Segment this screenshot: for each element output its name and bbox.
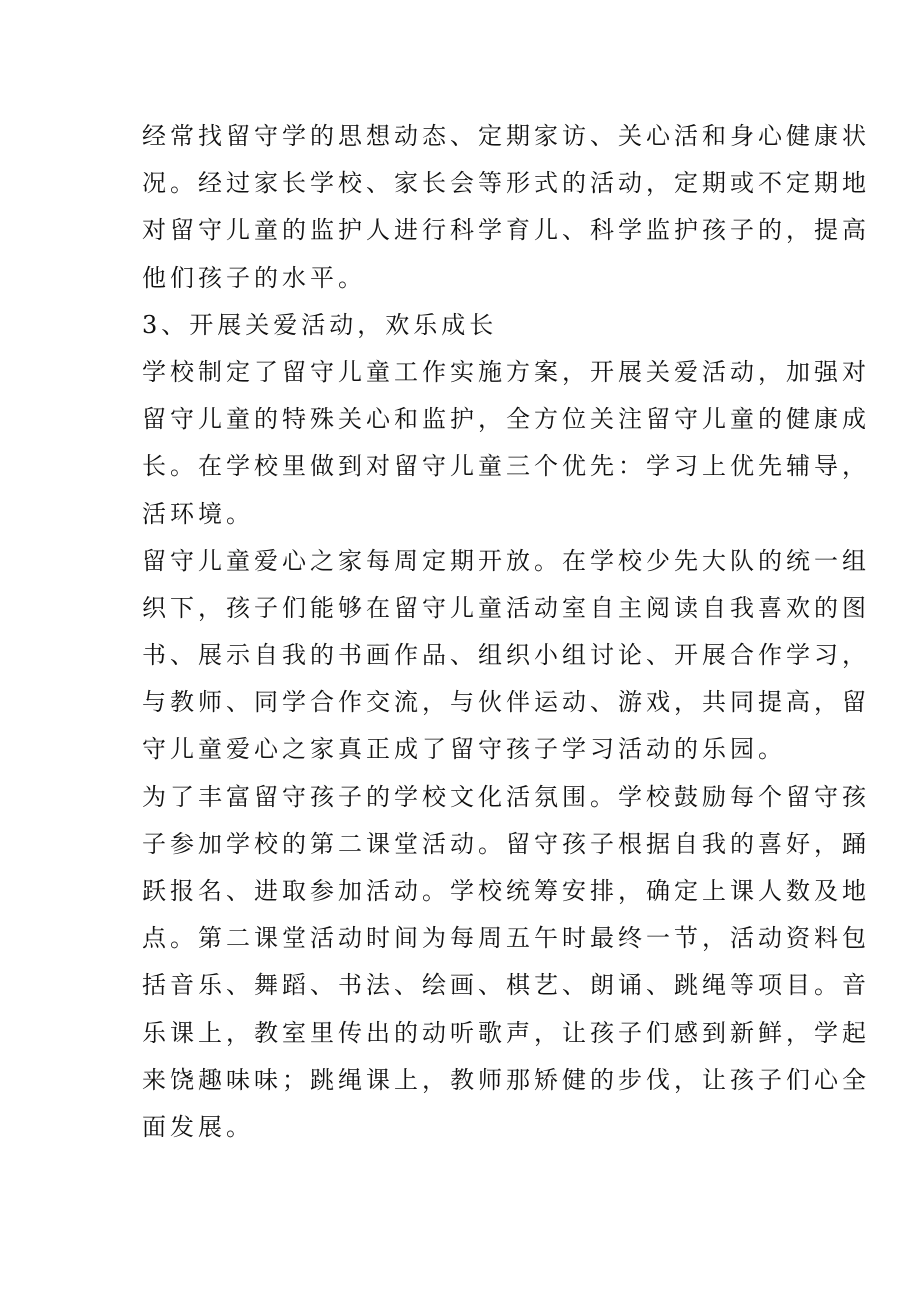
- section-heading: 3、开展关爱活动，欢乐成长: [142, 310, 498, 339]
- text-line: 乐课上，教室里传出的动听歌声，让孩子们感到新鲜，学起: [142, 1018, 870, 1047]
- text-line: 经常找留守学的思想动态、定期家访、关心活和身心健康状: [142, 122, 870, 150]
- text-line: 书、展示自我的书画作品、组织小组讨论、开展合作学习，: [142, 641, 870, 670]
- text-line: 面发展。: [142, 1112, 254, 1141]
- text-line: 况。经过家长学校、家长会等形式的活动，定期或不定期地: [142, 169, 870, 198]
- text-line: 长。在学校里做到对留守儿童三个优先：学习上优先辅导，: [142, 452, 870, 481]
- text-line: 留守儿童的特殊关心和监护，全方位关注留守儿童的健康成: [142, 405, 870, 434]
- text-line: 括音乐、舞蹈、书法、绘画、棋艺、朗诵、跳绳等项目。音: [142, 971, 870, 1000]
- text-line: 活环境。: [142, 499, 254, 528]
- body-text: [142, 113, 870, 1151]
- text-line: 守儿童爱心之家真正成了留守孩子学习活动的乐园。: [142, 735, 786, 764]
- text-line: 为了丰富留守孩子的学校文化活氛围。学校鼓励每个留守孩: [142, 782, 870, 811]
- text-line: 学校制定了留守儿童工作实施方案，开展关爱活动，加强对: [142, 357, 870, 386]
- text-line: 留守儿童爱心之家每周定期开放。在学校少先大队的统一组: [142, 546, 870, 575]
- text-line: 与教师、同学合作交流，与伙伴运动、游戏，共同提高，留: [142, 688, 870, 717]
- text-line: 来饶趣味味；跳绳课上，教师那矫健的步伐，让孩子们心全: [142, 1065, 870, 1094]
- text-line: 子参加学校的第二课堂活动。留守孩子根据自我的喜好，踊: [142, 829, 870, 858]
- text-line: 织下，孩子们能够在留守儿童活动室自主阅读自我喜欢的图: [142, 593, 870, 622]
- text-line: 他们孩子的水平。: [142, 263, 366, 292]
- text-line: 点。第二课堂活动时间为每周五午时最终一节，活动资料包: [142, 924, 870, 953]
- text-line: 跃报名、进取参加活动。学校统筹安排，确定上课人数及地: [142, 877, 870, 905]
- text-line: 对留守儿童的监护人进行科学育儿、科学监护孩子的，提高: [142, 216, 870, 245]
